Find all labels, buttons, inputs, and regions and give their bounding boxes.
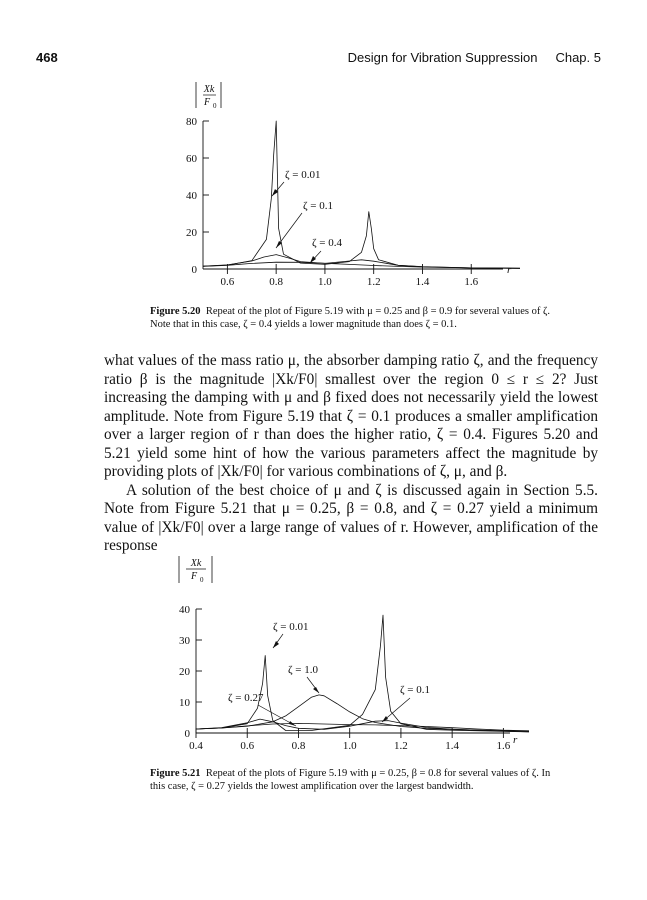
figure-5-21-annotations bbox=[228, 621, 430, 726]
x-tick-label: 0.8 bbox=[269, 276, 284, 288]
y-axis-label bbox=[179, 556, 212, 584]
x-tick-label: 1.4 bbox=[415, 276, 430, 288]
y-tick-label: 20 bbox=[186, 227, 197, 239]
y-tick-label: 0 bbox=[191, 264, 197, 276]
annotation-zeta-0-4: ζ = 0.4 bbox=[312, 237, 343, 249]
y-label-numerator: Xk bbox=[190, 558, 202, 569]
y-label-subscript: 0 bbox=[213, 102, 217, 110]
caption-text: Repeat of the plots of Figure 5.19 with μ = 0.25, β = 0.8 for several values of ζ. In this case, ζ = 0.27 yields the lowest amplification over the largest bandwidth. bbox=[150, 768, 551, 792]
caption-text: Repeat of the plot of Figure 5.19 with μ = 0.25 and β = 0.9 for several values of ζ. Note that in this case, ζ = 0.4 yields a lower magnitude than does ζ = 0.1. bbox=[150, 306, 550, 330]
x-tick-label: 0.8 bbox=[291, 740, 306, 752]
running-title-text: Design for Vibration Suppression bbox=[347, 50, 538, 65]
page-number: 468 bbox=[36, 50, 58, 65]
y-label-denominator: F bbox=[203, 97, 211, 108]
y-tick-label: 40 bbox=[179, 604, 190, 616]
annotation-zeta-0-1: ζ = 0.1 bbox=[400, 684, 431, 696]
series-line-zeta-0-01 bbox=[203, 121, 520, 268]
y-label-denominator: F bbox=[190, 571, 198, 582]
y-tick-label: 40 bbox=[186, 190, 197, 202]
arrowhead-zeta-0-01 bbox=[273, 641, 279, 648]
annotation-zeta-0-1: ζ = 0.1 bbox=[303, 200, 334, 212]
y-tick-label: 20 bbox=[179, 666, 190, 678]
figure-5-20-chart bbox=[0, 0, 647, 300]
y-tick-label: 0 bbox=[184, 728, 190, 740]
y-label-subscript: 0 bbox=[200, 576, 204, 584]
series-line-zeta-0-27 bbox=[196, 723, 529, 730]
x-tick-label: 1.0 bbox=[318, 276, 332, 288]
caption-label: Figure 5.21 bbox=[150, 768, 201, 779]
annotation-zeta-0-01: ζ = 0.01 bbox=[273, 621, 309, 633]
x-axis-label: r bbox=[507, 264, 512, 276]
y-axis-label bbox=[196, 82, 221, 110]
annotation-zeta-0-27: ζ = 0.27 bbox=[228, 692, 264, 704]
annotation-zeta-1-0: ζ = 1.0 bbox=[288, 664, 319, 676]
figure-5-21-chart bbox=[0, 540, 647, 840]
x-tick-label: 1.6 bbox=[464, 276, 479, 288]
figure-5-21-caption bbox=[150, 767, 560, 793]
x-tick-label: 1.0 bbox=[342, 740, 357, 752]
x-tick-label: 1.2 bbox=[366, 276, 381, 288]
x-tick-label: 1.6 bbox=[496, 740, 511, 752]
x-tick-label: 1.4 bbox=[445, 740, 460, 752]
y-label-numerator: Xk bbox=[203, 84, 215, 95]
x-tick-label: 0.6 bbox=[220, 276, 235, 288]
figure-5-20-caption bbox=[150, 305, 560, 331]
series-line-zeta-0-4 bbox=[203, 262, 520, 268]
paragraph-2: A solution of the best choice of μ and ζ is discussed again in Section 5.5. Note from Figure 5.21 that μ = 0.25, β = 0.8, and ζ = 0.27 yield a minimum value of |Xk/F0| over a large range of values of r. However, amplification of the response bbox=[104, 481, 598, 554]
arrowhead-zeta-1-0 bbox=[313, 687, 319, 693]
y-tick-label: 60 bbox=[186, 153, 197, 165]
y-tick-label: 80 bbox=[186, 116, 197, 128]
x-tick-label: 0.6 bbox=[240, 740, 255, 752]
chapter-label: Chap. 5 bbox=[555, 50, 601, 65]
x-tick-label: 1.2 bbox=[394, 740, 408, 752]
x-axis-label: r bbox=[513, 734, 518, 746]
paragraph-1: what values of the mass ratio μ, the absorber damping ratio ζ, and the frequency ratio β is the magnitude |Xk/F0| smallest over the region 0 ≤ r ≤ 2? Just increasing the damping with μ and β fixed does not necessarily yield the lowest amplitude. Note from Figure 5.19 that ζ = 0.1 produces a smaller amplification over a larger region of r than does the higher ratio, ζ = 0.4. Figures 5.20 and 5.21 yield some hint of how the various parameters affect the magnitude by providing plots of |Xk/F0| for various combinations of ζ, μ, and β. bbox=[104, 352, 598, 480]
body-text bbox=[104, 352, 598, 556]
y-tick-label: 30 bbox=[179, 635, 190, 647]
annotation-zeta-0-01: ζ = 0.01 bbox=[285, 169, 321, 181]
series-line-zeta-0-01 bbox=[196, 615, 529, 732]
caption-label: Figure 5.20 bbox=[150, 306, 201, 317]
x-tick-label: 0.4 bbox=[189, 740, 203, 752]
y-tick-label: 10 bbox=[179, 697, 190, 709]
series-line-zeta-0-1 bbox=[203, 255, 520, 269]
